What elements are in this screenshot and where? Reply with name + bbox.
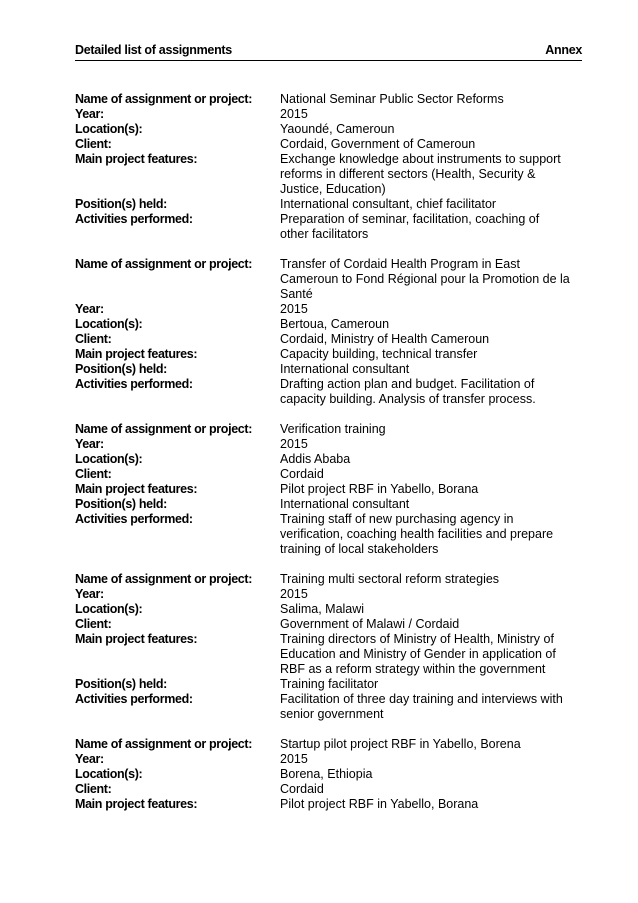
name-value: National Seminar Public Sector Reforms bbox=[280, 92, 504, 106]
name-row bbox=[75, 572, 585, 587]
location-value: Bertoua, Cameroun bbox=[280, 317, 390, 331]
client-row bbox=[75, 332, 585, 347]
year-value: 2015 bbox=[280, 437, 308, 451]
client-label: Client: bbox=[75, 467, 112, 481]
activities-label: Activities performed: bbox=[75, 212, 193, 226]
position-row bbox=[75, 197, 585, 212]
client-row bbox=[75, 617, 585, 632]
location-label: Location(s): bbox=[75, 452, 143, 466]
activities-row bbox=[75, 212, 585, 242]
year-value: 2015 bbox=[280, 302, 308, 316]
features-row bbox=[75, 482, 585, 497]
assignment-entry bbox=[75, 92, 585, 242]
location-row bbox=[75, 122, 585, 137]
client-label: Client: bbox=[75, 617, 112, 631]
page-header bbox=[75, 40, 582, 61]
location-row bbox=[75, 317, 585, 332]
year-row bbox=[75, 752, 585, 767]
features-label: Main project features: bbox=[75, 152, 198, 166]
features-row bbox=[75, 632, 585, 677]
position-value: International consultant, chief facilitator bbox=[280, 197, 497, 211]
position-row bbox=[75, 497, 585, 512]
assignment-entry bbox=[75, 422, 585, 557]
year-row bbox=[75, 302, 585, 317]
assignment-list bbox=[75, 92, 585, 827]
features-label: Main project features: bbox=[75, 347, 198, 361]
year-label: Year: bbox=[75, 437, 104, 451]
client-value: Government of Malawi / Cordaid bbox=[280, 617, 460, 631]
assignment-entry bbox=[75, 572, 585, 722]
year-label: Year: bbox=[75, 752, 104, 766]
year-label: Year: bbox=[75, 587, 104, 601]
name-row bbox=[75, 92, 585, 107]
activities-label: Activities performed: bbox=[75, 692, 193, 706]
annex-label: Annex bbox=[545, 43, 582, 57]
year-row bbox=[75, 437, 585, 452]
name-row bbox=[75, 257, 585, 302]
activities-row bbox=[75, 692, 585, 722]
client-value: Cordaid, Government of Cameroun bbox=[280, 137, 476, 151]
location-label: Location(s): bbox=[75, 767, 143, 781]
year-row bbox=[75, 107, 585, 122]
features-label: Main project features: bbox=[75, 632, 198, 646]
features-row bbox=[75, 797, 585, 812]
name-value: Startup pilot project RBF in Yabello, Borena bbox=[280, 737, 521, 751]
activities-label: Activities performed: bbox=[75, 377, 193, 391]
activities-value: Preparation of seminar, facilitation, coaching of other facilitators bbox=[280, 212, 540, 241]
position-value: Training facilitator bbox=[280, 677, 379, 691]
location-value: Addis Ababa bbox=[280, 452, 351, 466]
name-row bbox=[75, 737, 585, 752]
name-row bbox=[75, 422, 585, 437]
position-label: Position(s) held: bbox=[75, 197, 167, 211]
name-label: Name of assignment or project: bbox=[75, 737, 253, 751]
client-value: Cordaid bbox=[280, 782, 324, 796]
name-label: Name of assignment or project: bbox=[75, 257, 253, 271]
position-label: Position(s) held: bbox=[75, 497, 167, 511]
client-value: Cordaid, Ministry of Health Cameroun bbox=[280, 332, 490, 346]
location-value: Yaoundé, Cameroun bbox=[280, 122, 395, 136]
location-label: Location(s): bbox=[75, 122, 143, 136]
year-label: Year: bbox=[75, 107, 104, 121]
features-row bbox=[75, 347, 585, 362]
assignment-entry bbox=[75, 257, 585, 407]
features-label: Main project features: bbox=[75, 797, 198, 811]
position-label: Position(s) held: bbox=[75, 362, 167, 376]
year-row bbox=[75, 587, 585, 602]
location-label: Location(s): bbox=[75, 602, 143, 616]
activities-value: Training staff of new purchasing agency in verification, coaching health facilities and prepare training of local stakeholders bbox=[280, 512, 554, 556]
client-row bbox=[75, 782, 585, 797]
name-value: Verification training bbox=[280, 422, 386, 436]
location-value: Borena, Ethiopia bbox=[280, 767, 373, 781]
location-label: Location(s): bbox=[75, 317, 143, 331]
activities-value: Drafting action plan and budget. Facilitation of capacity building. Analysis of transfer process. bbox=[280, 377, 536, 406]
features-value: Capacity building, technical transfer bbox=[280, 347, 478, 361]
position-row bbox=[75, 677, 585, 692]
position-value: International consultant bbox=[280, 362, 410, 376]
name-value: Transfer of Cordaid Health Program in East Cameroun to Fond Régional pour la Promotion de la Santé bbox=[280, 257, 570, 301]
features-label: Main project features: bbox=[75, 482, 198, 496]
name-value: Training multi sectoral reform strategies bbox=[280, 572, 500, 586]
position-value: International consultant bbox=[280, 497, 410, 511]
year-value: 2015 bbox=[280, 587, 308, 601]
year-label: Year: bbox=[75, 302, 104, 316]
position-row bbox=[75, 362, 585, 377]
location-row bbox=[75, 452, 585, 467]
location-value: Salima, Malawi bbox=[280, 602, 365, 616]
client-label: Client: bbox=[75, 782, 112, 796]
activities-row bbox=[75, 512, 585, 557]
client-label: Client: bbox=[75, 332, 112, 346]
name-label: Name of assignment or project: bbox=[75, 572, 253, 586]
location-row bbox=[75, 767, 585, 782]
name-label: Name of assignment or project: bbox=[75, 422, 253, 436]
activities-label: Activities performed: bbox=[75, 512, 193, 526]
features-value: Training directors of Ministry of Health, Ministry of Education and Ministry of Gender in application of RBF as a reform strategy within the government bbox=[280, 632, 556, 676]
year-value: 2015 bbox=[280, 752, 308, 766]
activities-value: Facilitation of three day training and interviews with senior government bbox=[280, 692, 563, 721]
client-row bbox=[75, 467, 585, 482]
page-title: Detailed list of assignments bbox=[75, 43, 232, 57]
location-row bbox=[75, 602, 585, 617]
features-row bbox=[75, 152, 585, 197]
features-value: Pilot project RBF in Yabello, Borana bbox=[280, 482, 479, 496]
name-label: Name of assignment or project: bbox=[75, 92, 253, 106]
features-value: Pilot project RBF in Yabello, Borana bbox=[280, 797, 479, 811]
year-value: 2015 bbox=[280, 107, 308, 121]
activities-row bbox=[75, 377, 585, 407]
client-value: Cordaid bbox=[280, 467, 324, 481]
client-label: Client: bbox=[75, 137, 112, 151]
client-row bbox=[75, 137, 585, 152]
position-label: Position(s) held: bbox=[75, 677, 167, 691]
features-value: Exchange knowledge about instruments to support reforms in different sectors (Health, Security & Justice, Education) bbox=[280, 152, 561, 196]
assignment-entry bbox=[75, 737, 585, 812]
